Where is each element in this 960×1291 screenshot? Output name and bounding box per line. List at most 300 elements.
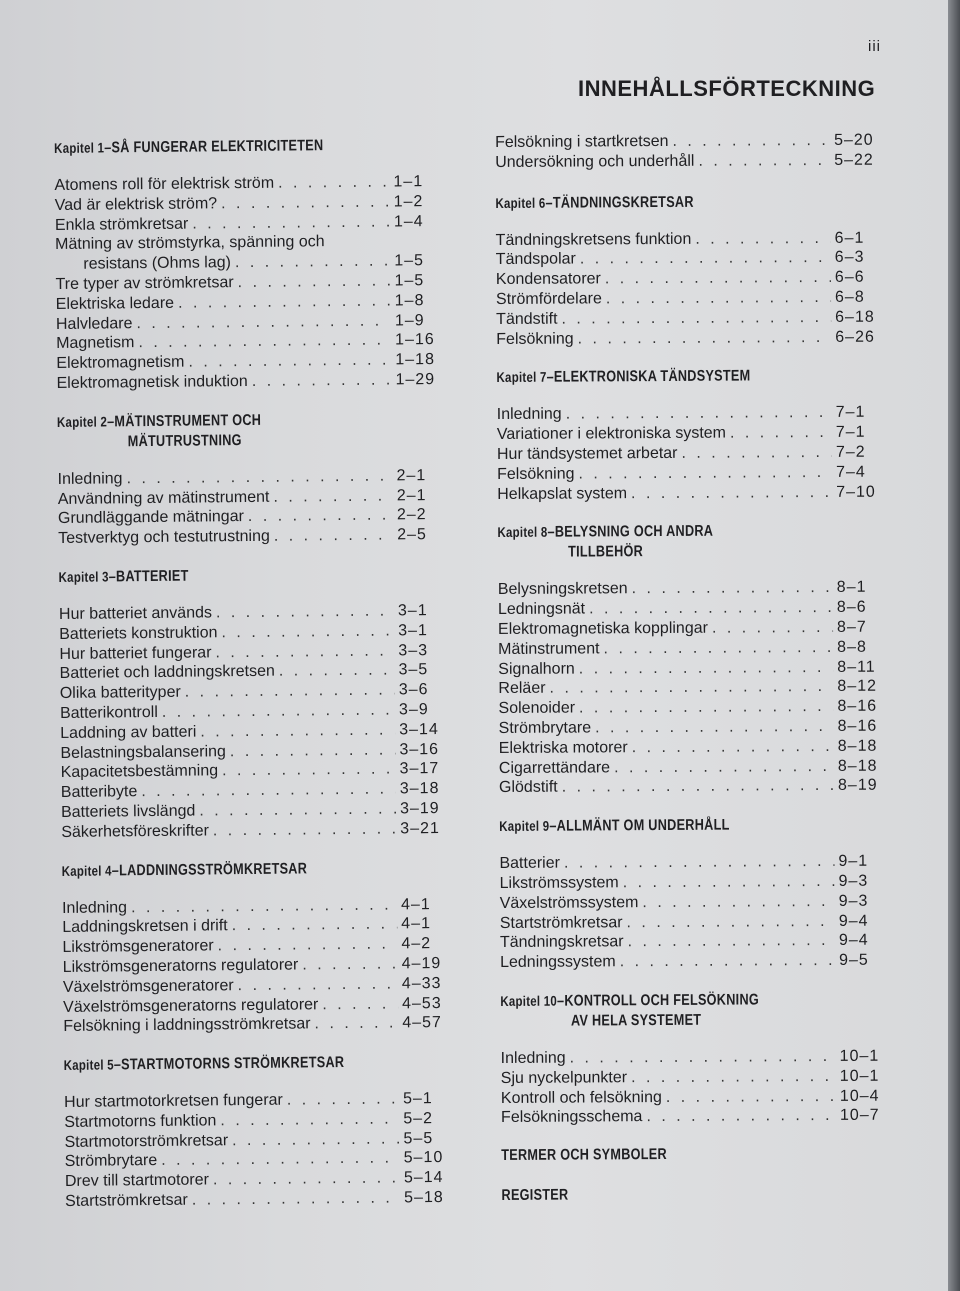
entry-page: 8–7 [836, 618, 867, 636]
chapter-title: –BATTERIET [108, 567, 189, 586]
chapter-heading [64, 1051, 453, 1076]
entry-title: Strömfördelare [495, 290, 602, 308]
entry-title: Reläer [498, 680, 546, 698]
entry-page: 1–5 [394, 252, 425, 270]
dot-leader [672, 131, 830, 152]
dot-leader [695, 229, 830, 250]
toc-entry [500, 931, 895, 953]
dot-leader [221, 192, 390, 214]
chapter-title: –KONTROLL OCH FELSÖKNING [556, 991, 760, 1010]
entry-page: 6–26 [835, 328, 875, 346]
entry-title: Cigarrettändare [498, 758, 611, 777]
entry-title: Likströmsgeneratorns regulatorer [62, 956, 299, 976]
dot-leader [623, 872, 835, 893]
entry-page: 2–2 [396, 506, 427, 524]
dot-leader [549, 677, 833, 699]
entry-title: Startmotorns funktion [64, 1112, 217, 1131]
entry-page: 7–1 [835, 404, 866, 422]
entry-title: Ledningssystem [500, 953, 616, 972]
entry-title: Batteriets konstruktion [59, 624, 218, 643]
entry-title: Användning av mätinstrument [57, 488, 270, 508]
entry-page: 7–2 [835, 443, 866, 461]
dot-leader [222, 760, 396, 782]
entry-page: 5–20 [833, 131, 874, 149]
entry-page: 1–29 [395, 370, 436, 389]
entry-title: Signalhorn [498, 660, 575, 678]
entry-page: 5–14 [403, 1169, 444, 1187]
entry-title: Undersökning och underhåll [495, 152, 695, 171]
entry-page: 8–1 [836, 579, 867, 597]
dot-leader [192, 212, 390, 234]
entry-title: Inledning [500, 1049, 566, 1067]
extra-section-heading: REGISTER [501, 1186, 569, 1205]
entry-title: Säkerhetsföreskrifter [61, 822, 209, 841]
entry-title: Inledning [496, 405, 562, 424]
entry-title: Enkla strömkretsar [54, 215, 189, 234]
entry-page: 1–18 [395, 351, 436, 369]
chapter-heading [57, 408, 446, 453]
entry-page: 6–18 [835, 308, 875, 326]
dot-leader [126, 466, 392, 489]
toc-entry [501, 1086, 896, 1108]
toc-entry [499, 717, 894, 739]
chapter-block [495, 131, 890, 173]
dot-leader [141, 780, 396, 802]
entry-title: Vad är elektrisk ström? [54, 195, 218, 214]
dot-leader [712, 618, 833, 639]
entry-page: 2–1 [396, 466, 427, 485]
entry-title: Felsökning [497, 465, 575, 483]
entry-page: 7–10 [836, 483, 876, 501]
entry-title: Magnetism [56, 334, 135, 353]
toc-entry [497, 423, 892, 445]
chapter-title: –BELYSNING OCH ANDRA [547, 523, 714, 542]
toc-entry [498, 657, 893, 679]
entry-page: 4–33 [401, 974, 442, 993]
dot-leader [161, 1149, 400, 1171]
entry-title: Inledning [57, 470, 123, 488]
entry-title: Mätinstrument [498, 640, 600, 658]
entry-page: 3–1 [397, 602, 428, 620]
entry-page: 1–16 [395, 331, 435, 349]
entry-page: 9–5 [839, 951, 869, 970]
dot-leader [252, 370, 392, 391]
entry-title: Startströmkretsar [499, 913, 623, 932]
entry-title: Ledningsnät [497, 600, 586, 619]
entry-title: Elektriska ledare [55, 294, 175, 313]
chapter-title: –STARTMOTORNS STRÖMKRETSAR [113, 1054, 345, 1074]
entry-page: 8–16 [837, 697, 878, 716]
toc-entry [499, 776, 894, 798]
entry-page: 8–16 [837, 717, 878, 735]
entry-page: 2–1 [396, 486, 427, 504]
entry-title: Elektromagnetiska kopplingar [497, 619, 708, 638]
dot-leader [188, 351, 391, 373]
entry-page: 10–1 [839, 1067, 880, 1085]
entry-page: 5–2 [403, 1109, 434, 1128]
toc-entry [496, 288, 891, 310]
entry-title: Halvledare [55, 314, 133, 333]
toc-entry [58, 525, 453, 549]
entry-page: 1–4 [393, 212, 424, 231]
toc-entry [498, 677, 893, 699]
entry-title: Växelströmssystem [499, 893, 639, 912]
chapter-block [54, 134, 452, 394]
entry-page: 3–14 [399, 720, 439, 739]
entry-page: 6–8 [834, 288, 865, 306]
entry-page: 1–1 [393, 173, 424, 191]
chapter-block [497, 520, 894, 798]
toc-entry [497, 403, 892, 425]
entry-page: 3–21 [400, 819, 440, 838]
dot-leader [603, 638, 833, 659]
entry-page: 3–9 [398, 701, 429, 719]
chapter-heading [54, 134, 443, 159]
entry-page: 4–1 [401, 915, 432, 933]
dot-leader [631, 1067, 836, 1088]
chapter-block [57, 408, 453, 549]
chapter-number: Kapitel 1 [54, 139, 105, 156]
dot-leader [238, 974, 398, 995]
entry-page: 8–8 [837, 638, 867, 656]
entry-title: Variationer i elektroniska system [496, 424, 727, 444]
chapter-title-line2: TILLBEHÖR [568, 543, 644, 561]
toc-entry [495, 131, 890, 153]
chapter-heading [496, 365, 885, 388]
toc-entry [501, 1066, 896, 1088]
chapter-number: Kapitel 9 [499, 817, 550, 835]
dot-leader [230, 740, 396, 762]
chapter-block [499, 814, 895, 973]
chapter-heading [58, 563, 447, 588]
entry-title: Batterier [499, 854, 560, 873]
page-title: INNEHÅLLSFÖRTECKNING [578, 76, 876, 101]
entry-title: Hur batteriet fungerar [59, 643, 212, 663]
toc-entry [498, 598, 893, 620]
chapter-heading [497, 520, 886, 563]
entry-page: 5–18 [404, 1189, 444, 1207]
entry-title: Belysningskretsen [497, 580, 628, 599]
dot-leader [221, 621, 394, 643]
chapter-title: –ELEKTRONISKA TÄNDSYSTEM [546, 367, 751, 387]
dot-leader [628, 931, 835, 952]
entry-page: 4–57 [402, 1014, 442, 1032]
chapter-number: Kapitel 6 [495, 194, 546, 211]
entry-title: Tändningskretsens funktion [495, 230, 692, 249]
entry-title: Glödstift [498, 778, 558, 797]
entry-title: resistans (Ohms lag) [83, 254, 231, 273]
entry-title: Kondensatorer [495, 270, 601, 289]
toc-entry [496, 228, 891, 250]
page-number: iii [868, 38, 881, 55]
toc-entry [65, 1188, 460, 1212]
entry-title: Felsökning i laddningsströmkretsar [63, 1015, 311, 1036]
entry-title: Laddningskretsen i drift [62, 917, 228, 937]
entry-page: 8–6 [836, 598, 867, 617]
toc-right-column [495, 131, 897, 1226]
dot-leader [614, 756, 834, 777]
entry-title: Tändspolar [495, 250, 576, 269]
toc-entry [498, 618, 893, 640]
chapter-title: –TÄNDNINGSKRETSAR [545, 193, 694, 212]
entry-title: Hur batteriet används [58, 604, 213, 623]
toc-entry [63, 1013, 458, 1037]
chapter-block [64, 1051, 461, 1212]
entry-page: 6–3 [834, 249, 865, 267]
toc-entry [500, 871, 895, 893]
chapter-block [496, 365, 892, 504]
entry-page: 8–12 [837, 678, 878, 696]
entry-title: Felsökning [496, 330, 574, 348]
dot-leader [138, 331, 391, 353]
entry-page: 5–1 [402, 1090, 433, 1108]
entry-page: 5–5 [403, 1129, 434, 1148]
entry-title: Batteriets livslängd [60, 802, 196, 821]
dot-leader [632, 578, 833, 599]
entry-title: Tändningskretsar [499, 933, 624, 952]
dot-leader [698, 151, 830, 172]
toc-entry [496, 268, 891, 290]
entry-page: 3–17 [399, 760, 440, 778]
dot-leader [646, 1106, 836, 1127]
dot-leader [570, 1047, 836, 1068]
entry-page: 9–3 [838, 872, 869, 890]
entry-title: Laddning av batteri [60, 723, 197, 742]
entry-page: 5–10 [403, 1149, 444, 1167]
extra-section-heading: TERMER OCH SYMBOLER [501, 1146, 667, 1165]
entry-title: Felsökningsschema [500, 1108, 643, 1127]
dot-leader [185, 681, 395, 703]
entry-title: Hur tändsystemet arbetar [496, 444, 678, 463]
toc-entry [496, 307, 891, 329]
dot-leader [605, 268, 831, 289]
toc-entry [501, 1106, 896, 1128]
chapter-block [500, 988, 896, 1128]
chapter-heading [495, 190, 884, 213]
entry-page: 4–19 [401, 954, 442, 973]
entry-page: 4–2 [401, 935, 432, 953]
toc-entry [497, 462, 892, 484]
entry-page: 7–4 [836, 463, 866, 481]
toc-entry [500, 891, 895, 913]
entry-page: 7–1 [835, 423, 866, 442]
entry-page: 3–16 [399, 740, 440, 758]
chapter-number: Kapitel 2 [56, 413, 108, 430]
dot-leader [215, 641, 394, 663]
toc-entry [500, 911, 895, 933]
dot-leader [642, 892, 834, 913]
dot-leader [278, 172, 390, 193]
chapter-title: –ALLMÄNT OM UNDERHÅLL [549, 816, 730, 835]
dot-leader [136, 311, 391, 333]
entry-page: 10–7 [839, 1106, 880, 1125]
dot-leader [213, 1169, 400, 1191]
dot-leader [218, 935, 398, 957]
entry-title: Strömbrytare [498, 719, 592, 737]
dot-leader [178, 291, 391, 313]
entry-title: Elektromagnetism [56, 353, 185, 373]
dot-leader [162, 700, 395, 722]
chapter-title-line2: MÄTUTRUSTNING [127, 431, 242, 451]
dot-leader [606, 288, 831, 309]
entry-title: Växelströmsgeneratorer [62, 976, 234, 996]
entry-title: Felsökning i startkretsen [495, 132, 669, 151]
dot-leader [248, 506, 393, 527]
dot-leader [578, 328, 832, 349]
toc-entry [499, 756, 894, 778]
entry-page: 8–18 [837, 757, 878, 775]
dot-leader [314, 1014, 398, 1035]
dot-leader [238, 271, 391, 292]
chapter-block [495, 190, 891, 349]
toc-entry [497, 443, 892, 465]
entry-page: 3–6 [398, 681, 429, 699]
chapter-title: –SÅ FUNGERAR ELEKTRICITETEN [104, 137, 324, 157]
entry-page: 4–53 [401, 994, 442, 1012]
entry-page: 6–1 [834, 229, 865, 247]
dot-leader [220, 1109, 399, 1131]
entry-page: 8–11 [837, 658, 876, 676]
chapter-number: Kapitel 4 [61, 861, 112, 879]
chapter-heading [499, 814, 888, 837]
entry-title: Helkapslat system [497, 484, 628, 503]
dot-leader [562, 776, 834, 797]
toc-entry [56, 370, 451, 394]
entry-page: 9–3 [838, 892, 869, 910]
entry-page: 4–1 [400, 895, 431, 913]
dot-leader [631, 483, 832, 504]
toc-entry [495, 150, 890, 172]
dot-leader [235, 252, 391, 273]
entry-title: Grundläggande mätningar [57, 508, 244, 528]
entry-page: 9–4 [838, 932, 869, 950]
dot-leader [681, 443, 832, 464]
chapter-heading [62, 856, 451, 881]
dot-leader [322, 994, 398, 1015]
dot-leader [131, 895, 397, 918]
entry-title: Solenoider [498, 699, 576, 718]
dot-leader [620, 951, 835, 972]
entry-title: Mätning av strömstyrka, spänning och [55, 233, 325, 254]
entry-page: 6–6 [834, 268, 865, 287]
dot-leader [192, 1189, 401, 1211]
chapter-title: –MÄTINSTRUMENT OCH [106, 411, 262, 431]
dot-leader [273, 486, 393, 507]
dot-leader [564, 852, 835, 873]
dot-leader [626, 911, 834, 932]
entry-page: 2–5 [397, 526, 427, 544]
entry-page: 8–18 [837, 737, 878, 755]
entry-title: Inledning [61, 898, 128, 917]
chapter-block [58, 563, 456, 843]
toc-entry [497, 482, 892, 504]
entry-title: Likströmssystem [499, 874, 619, 892]
dot-leader [589, 598, 833, 619]
entry-title: Hur startmotorkretsen fungerar [64, 1091, 283, 1112]
entry-page: 9–4 [838, 912, 869, 930]
dot-leader [566, 403, 832, 424]
entry-title: Kontroll och felsökning [500, 1088, 662, 1107]
page-edge [948, 0, 960, 1291]
entry-page: 5–22 [834, 151, 874, 169]
entry-title: Elektromagnetisk induktion [56, 372, 248, 392]
entry-title: Drev till startmotorer [64, 1171, 210, 1191]
dot-leader [579, 657, 834, 678]
entry-page: 1–5 [394, 272, 425, 290]
entry-title: Startmotorströmkretsar [64, 1131, 229, 1151]
entry-title: Testverktyg och testutrustning [58, 527, 270, 548]
chapter-title-line2: AV HELA SYSTEMET [570, 1011, 702, 1030]
toc-entry [61, 819, 456, 843]
entry-page: 1–9 [394, 311, 425, 330]
entry-title: Kapacitetsbestämning [60, 762, 219, 782]
chapter-number: Kapitel 7 [496, 369, 547, 386]
entry-page: 10–1 [839, 1047, 880, 1065]
dot-leader [199, 799, 396, 821]
toc-entry [499, 736, 894, 758]
toc-entry [500, 951, 895, 973]
chapter-number: Kapitel 8 [497, 524, 548, 541]
entry-page: 9–1 [838, 852, 869, 871]
entry-page: 3–18 [399, 780, 440, 798]
dot-leader [213, 819, 397, 841]
chapter-heading [500, 989, 889, 1032]
entry-title: Startströmkretsar [65, 1191, 188, 1211]
entry-page: 3–1 [398, 621, 428, 640]
dot-leader [561, 308, 831, 329]
entry-title: Strömbrytare [64, 1152, 158, 1171]
toc-entry [498, 578, 893, 600]
dot-leader [216, 601, 394, 623]
chapter-title: –LADDNINGSSTRÖMKRETSAR [111, 859, 308, 879]
entry-title: Batteribyte [60, 783, 138, 802]
entry-title: Olika batterityper [59, 683, 181, 703]
chapter-number: Kapitel 5 [63, 1056, 114, 1074]
dot-leader [232, 1129, 400, 1151]
entry-page: 3–3 [398, 641, 429, 659]
entry-page: 1–2 [393, 192, 424, 211]
dot-leader [579, 697, 834, 718]
dot-leader [287, 1090, 399, 1111]
dot-leader [666, 1086, 836, 1107]
dot-leader [274, 526, 394, 547]
dot-leader [632, 737, 834, 758]
toc-entry [496, 327, 891, 349]
dot-leader [580, 248, 831, 269]
entry-title: Tändstift [496, 310, 558, 328]
toc-entry [496, 248, 891, 270]
dot-leader [578, 463, 832, 484]
toc-left-column [54, 134, 460, 1230]
dot-leader [279, 661, 395, 682]
entry-title: Tre typer av strömkretsar [55, 274, 234, 293]
entry-title: Belastningsbalansering [60, 742, 226, 762]
entry-title: Batteriet och laddningskretsen [59, 663, 275, 683]
entry-title: Likströmsgeneratorer [62, 937, 214, 957]
toc-entry [498, 637, 893, 659]
entry-title: Växelströmsgeneratorns regulatorer [63, 995, 319, 1016]
dot-leader [302, 954, 398, 975]
entry-page: 1–8 [394, 291, 425, 310]
toc-entry [498, 697, 893, 719]
dot-leader [232, 915, 398, 937]
toc-entry [499, 852, 894, 874]
chapter-number: Kapitel 3 [58, 568, 109, 585]
entry-page: 10–4 [839, 1087, 880, 1105]
dot-leader [595, 717, 834, 738]
entry-title: Batterikontroll [59, 703, 158, 722]
toc-entry [501, 1046, 896, 1068]
